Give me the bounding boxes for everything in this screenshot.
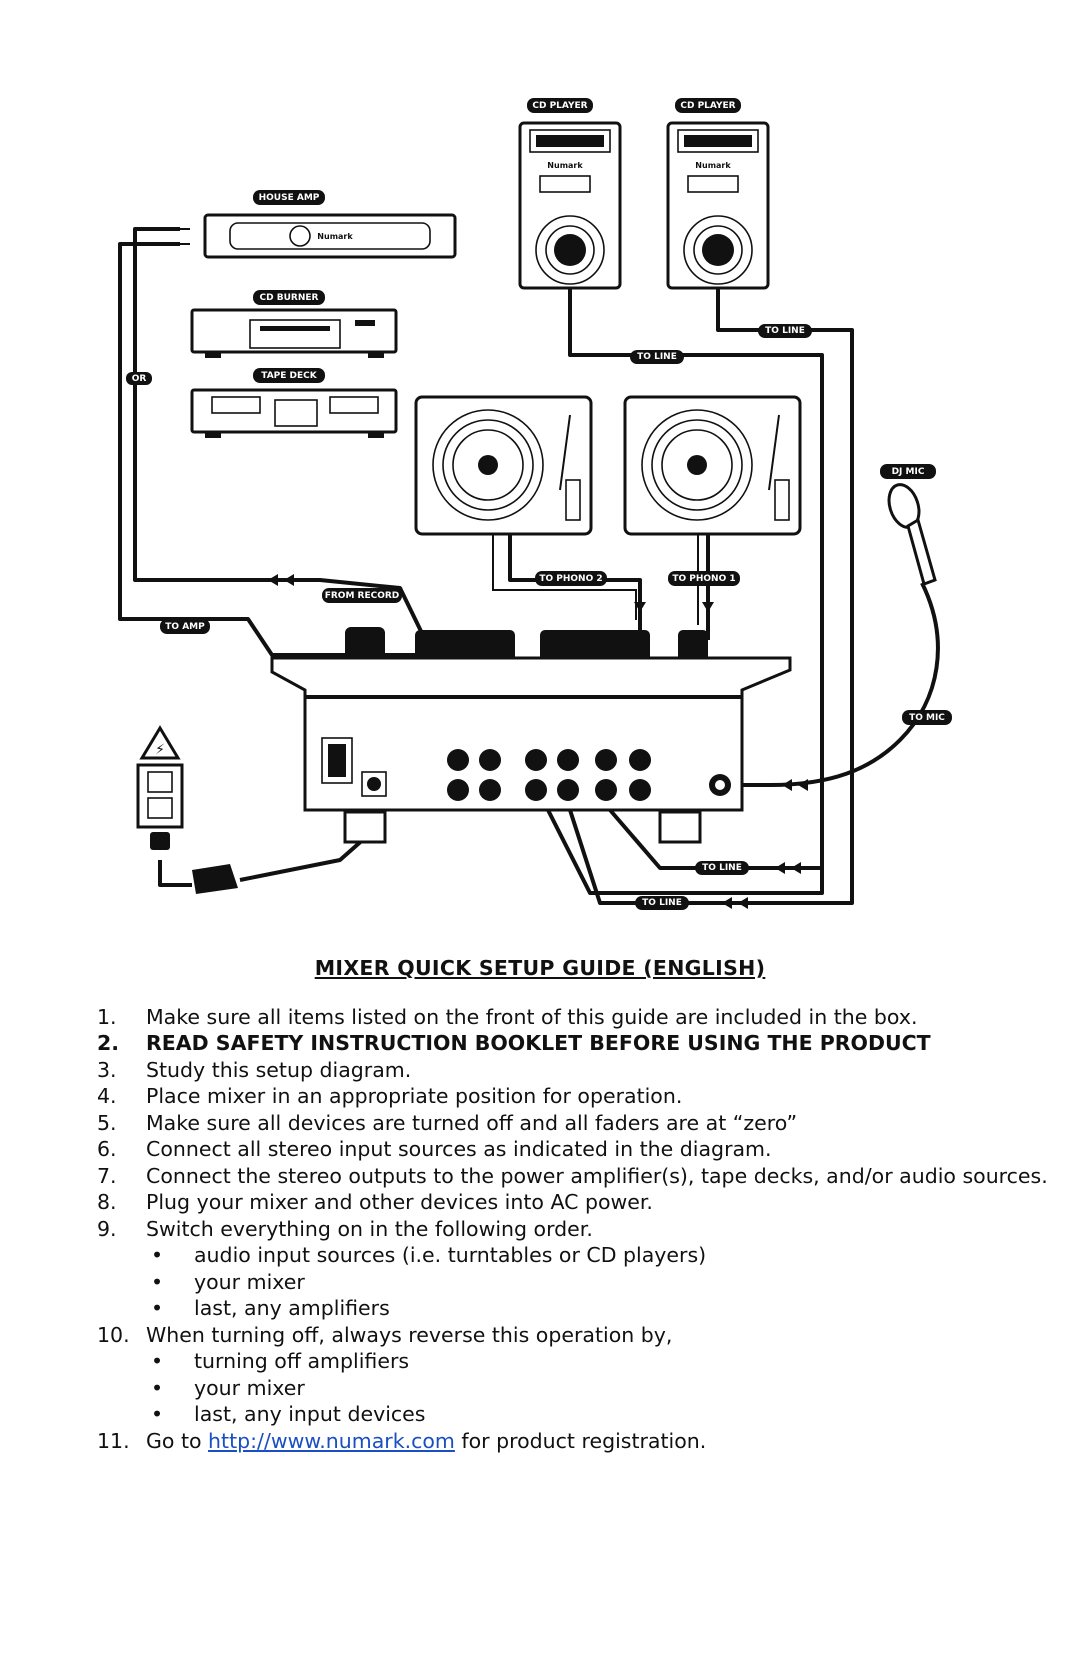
step-text: Make sure all devices are turned off and all faders are at “zero” — [146, 1110, 798, 1135]
label-dj-mic — [880, 464, 936, 479]
power-plug — [192, 864, 238, 894]
label-house-amp — [253, 190, 325, 205]
sub-item-text: your mixer — [194, 1375, 305, 1400]
svg-text:TO AMP: TO AMP — [165, 622, 205, 632]
sub-item — [146, 1348, 1080, 1375]
label-to-amp — [160, 619, 210, 634]
label-from-record — [322, 588, 402, 603]
step-number: 5. — [97, 1110, 117, 1135]
sub-item — [146, 1295, 1080, 1322]
step-number: 6. — [97, 1137, 117, 1161]
svg-text:CD BURNER: CD BURNER — [259, 293, 319, 303]
sub-item-text: turning off amplifiers — [194, 1349, 410, 1373]
step-text: Make sure all items listed on the front of this guide are included in the box. — [146, 1004, 918, 1029]
cd-player-1 — [520, 123, 620, 288]
bullet-icon: • — [151, 1269, 164, 1294]
step-text: Study this setup diagram. — [146, 1057, 412, 1082]
step-8 — [0, 1189, 1080, 1216]
label-to-line-3 — [695, 861, 749, 875]
sub-item-text: last, any amplifiers — [194, 1296, 390, 1320]
svg-text:OR: OR — [131, 374, 147, 384]
dj-mic — [884, 481, 935, 584]
sub-item-text: last, any input devices — [194, 1402, 426, 1426]
step-number: 2. — [97, 1031, 120, 1055]
svg-text:TO MIC: TO MIC — [909, 713, 945, 723]
sub-item-text: audio input sources (i.e. turntables or CD players) — [194, 1243, 707, 1267]
label-to-mic — [902, 710, 952, 725]
label-to-phono-2 — [535, 571, 607, 586]
step-number: 10. — [97, 1322, 130, 1347]
guide-title: MIXER QUICK SETUP GUIDE (ENGLISH) — [314, 956, 766, 980]
step-text: Connect the stereo outputs to the power amplifier(s), tape decks, and/or audio sources. — [146, 1163, 1048, 1188]
step-3 — [0, 1057, 1080, 1084]
svg-text:HOUSE AMP: HOUSE AMP — [258, 193, 320, 203]
tape-deck — [192, 390, 396, 438]
step-10 — [0, 1322, 1080, 1428]
svg-text:CD PLAYER: CD PLAYER — [532, 101, 588, 111]
label-to-line-cd2 — [758, 324, 812, 338]
step-number: 1. — [97, 1004, 117, 1029]
label-cd-player-1 — [527, 98, 593, 113]
step-text: Connect all stereo input sources as indicated in the diagram. — [146, 1137, 772, 1161]
svg-text:TO LINE: TO LINE — [637, 352, 677, 362]
label-cd-player-2 — [675, 98, 741, 113]
label-to-phono-1 — [668, 571, 740, 586]
ac-outlet — [138, 728, 182, 850]
step-number: 3. — [97, 1057, 117, 1082]
step-number: 9. — [97, 1216, 117, 1241]
step-number: 8. — [97, 1190, 117, 1214]
svg-text:TO LINE: TO LINE — [765, 326, 805, 336]
cd2-brand: Numark — [695, 161, 731, 170]
label-to-line-cd1 — [630, 350, 684, 364]
step-11 — [0, 1428, 1080, 1455]
steps-list — [0, 1004, 1080, 1455]
label-or — [126, 372, 152, 385]
mic-wire — [730, 583, 938, 785]
step-number: 7. — [97, 1163, 117, 1188]
sub-list — [146, 1348, 1080, 1428]
bullet-icon: • — [151, 1375, 164, 1400]
cd-player-2 — [668, 123, 768, 288]
svg-text:⚡: ⚡ — [155, 742, 165, 758]
svg-text:TO LINE: TO LINE — [702, 863, 742, 873]
step-number: 11. — [97, 1428, 130, 1453]
step-number: 4. — [97, 1084, 117, 1108]
label-tape-deck — [253, 368, 325, 383]
turntable-1 — [416, 397, 591, 534]
svg-text:FROM RECORD: FROM RECORD — [324, 591, 400, 601]
sub-item — [146, 1401, 1080, 1428]
svg-text:TAPE DECK: TAPE DECK — [261, 371, 317, 381]
sub-item-text: your mixer — [194, 1269, 305, 1294]
amp-brand: Numark — [317, 232, 353, 241]
sub-item — [146, 1269, 1080, 1296]
step-text: Switch everything on in the following order. — [146, 1216, 593, 1241]
turntable-2 — [625, 397, 800, 534]
cd1-brand: Numark — [547, 161, 583, 170]
bullet-icon: • — [151, 1349, 164, 1373]
mixer — [272, 627, 790, 842]
registration-link[interactable]: http://www.numark.com — [208, 1428, 455, 1453]
setup-guide — [0, 955, 1080, 1454]
step-text-after: for product registration. — [454, 1428, 707, 1453]
step-5 — [0, 1110, 1080, 1137]
bullet-icon: • — [151, 1296, 164, 1320]
step-text: READ SAFETY INSTRUCTION BOOKLET BEFORE USING THE PRODUCT — [146, 1031, 931, 1055]
step-2 — [0, 1030, 1080, 1057]
step-text: When turning off, always reverse this operation by, — [146, 1322, 673, 1347]
step-6 — [0, 1136, 1080, 1163]
svg-text:TO PHONO 2: TO PHONO 2 — [539, 574, 603, 584]
bullet-icon: • — [151, 1243, 164, 1267]
step-text-before: Go to — [146, 1428, 209, 1453]
svg-text:CD PLAYER: CD PLAYER — [680, 101, 736, 111]
step-1 — [0, 1004, 1080, 1031]
svg-text:TO PHONO 1: TO PHONO 1 — [672, 574, 736, 584]
sub-item — [146, 1242, 1080, 1269]
svg-text:TO LINE: TO LINE — [642, 898, 682, 908]
step-9 — [0, 1216, 1080, 1322]
sub-item — [146, 1375, 1080, 1402]
step-text: Plug your mixer and other devices into AC power. — [146, 1190, 653, 1214]
step-7 — [0, 1163, 1080, 1190]
bullet-icon: • — [151, 1402, 164, 1426]
house-amp — [205, 215, 455, 257]
svg-text:DJ MIC: DJ MIC — [891, 467, 925, 477]
label-to-line-4 — [635, 896, 689, 910]
step-4 — [0, 1083, 1080, 1110]
step-text: Place mixer in an appropriate position for operation. — [146, 1084, 683, 1108]
cd-burner — [192, 310, 396, 358]
label-cd-burner — [253, 290, 325, 305]
sub-list — [146, 1242, 1080, 1322]
